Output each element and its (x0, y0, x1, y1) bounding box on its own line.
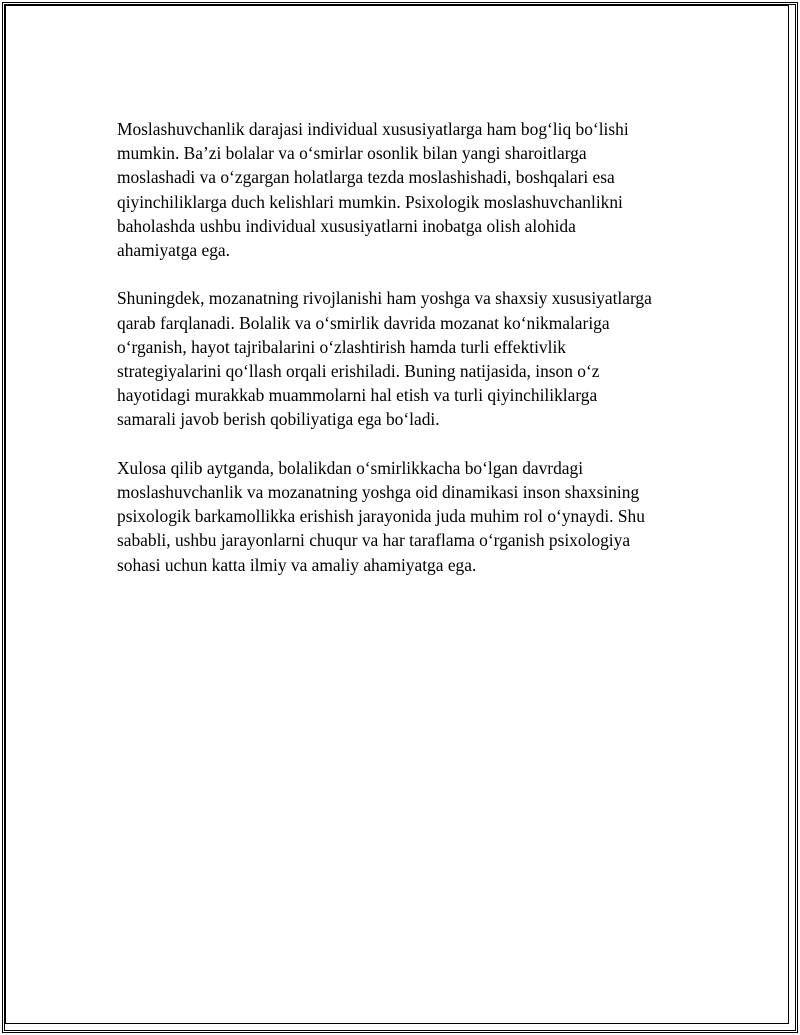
paragraph-2 (117, 286, 717, 431)
text-line: sohasi uchun katta ilmiy va amaliy ahamiyatga ega. (117, 554, 477, 575)
text-line: Shuningdek, mozanatning rivojlanishi ham yoshga va shaxsiy xususiyatlarga (117, 288, 652, 309)
text-line: Moslashuvchanlik darajasi individual xususiyatlarga ham bog‘liq bo‘lishi (117, 119, 629, 139)
text-line: strategiyalarini qo‘llash orqali erishiladi. Buning natijasida, inson o‘z (117, 361, 600, 382)
paragraph-3 (117, 456, 717, 577)
document-body (117, 117, 717, 601)
text-line: ahamiyatga ega. (117, 240, 230, 261)
text-line: psixologik barkamollikka erishish jarayonida juda muhim rol o‘ynaydi. Shu (117, 506, 645, 527)
text-line: baholashda ushbu individual xususiyatlarni inobatga olish alohida (117, 215, 576, 236)
text-line: qarab farqlanadi. Bolalik va o‘smirlik davrida mozanat ko‘nikmalariga (117, 312, 610, 333)
text-line: mumkin. Ba’zi bolalar va o‘smirlar osonlik bilan yangi sharoitlarga (117, 143, 587, 164)
text-line: Xulosa qilib aytganda, bolalikdan o‘smirlikkacha bo‘lgan davrdagi (117, 457, 584, 478)
text-line: samarali javob berish qobiliyatiga ega bo‘ladi. (117, 409, 440, 430)
text-line: moslashuvchanlik va mozanatning yoshga oid dinamikasi inson shaxsining (117, 482, 640, 503)
text-line: qiyinchiliklarga duch kelishlari mumkin. Psixologik moslashuvchanlikni (117, 191, 623, 212)
text-line: moslashadi va o‘zgargan holatlarga tezda moslashishadi, boshqalari esa (117, 167, 615, 188)
paragraph-1 (117, 117, 717, 262)
text-line: hayotidagi murakkab muammolarni hal etish va turli qiyinchiliklarga (117, 385, 598, 406)
text-line: sababli, ushbu jarayonlarni chuqur va har taraflama o‘rganish psixologiya (117, 530, 631, 551)
text-line: o‘rganish, hayot tajribalarini o‘zlashtirish hamda turli effektivlik (117, 336, 566, 357)
